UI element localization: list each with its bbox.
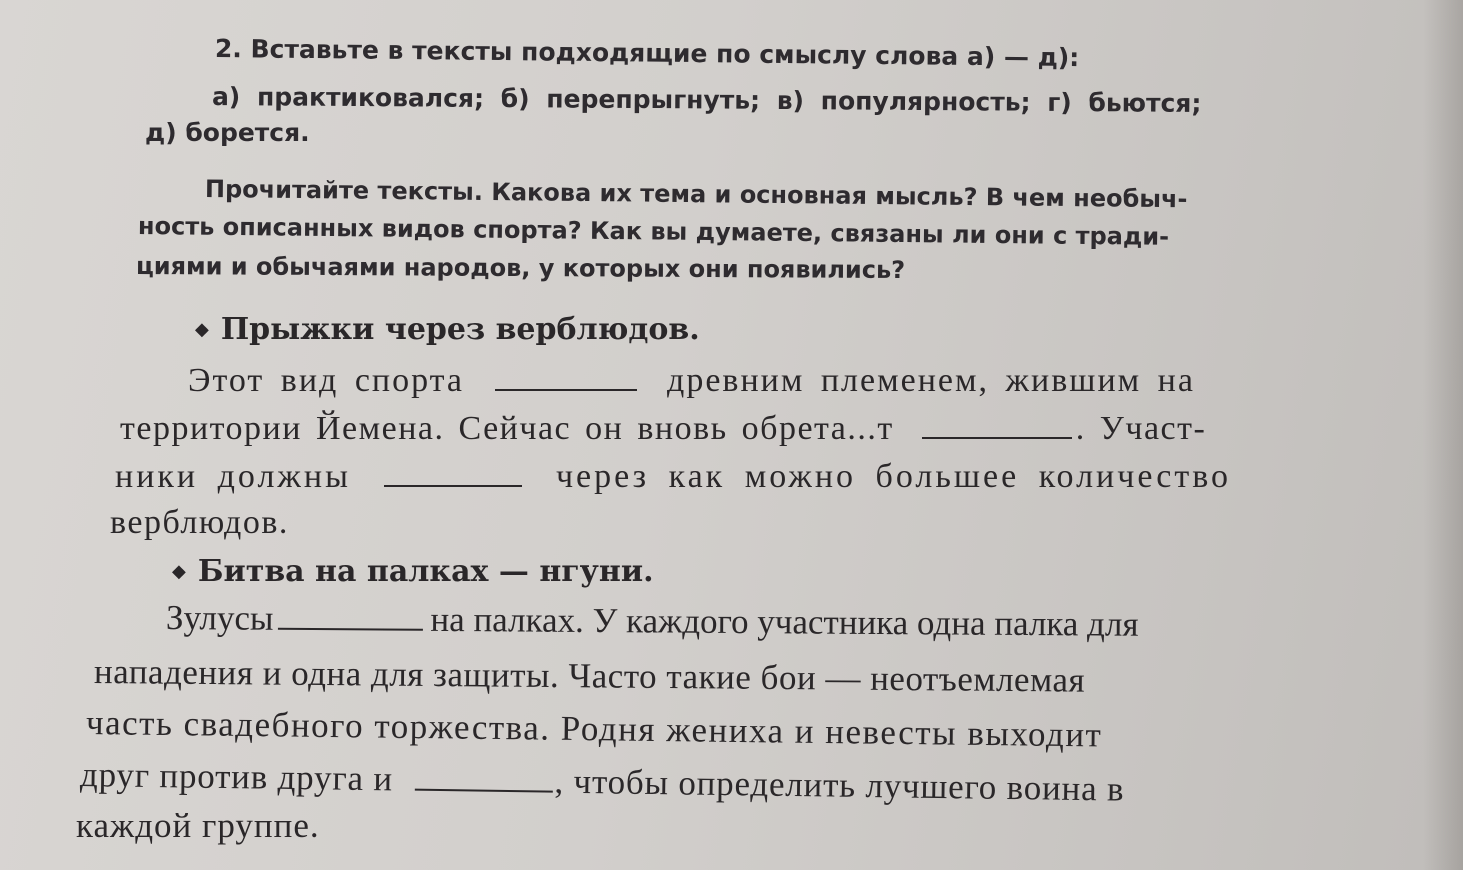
blank-3 <box>384 479 522 487</box>
text1-line-2: территории Йемена. Сейчас он вновь обрета...т . Участ- <box>120 410 1207 447</box>
blank-4 <box>277 622 422 631</box>
questions-line-1: Прочитайте тексты. Какова их тема и основная мысль? В чем необыч- <box>204 175 1188 214</box>
blank-1 <box>495 383 637 391</box>
questions-line-3: циями и обычаями народов, у которых они появились? <box>135 252 906 285</box>
text1-line-3: ники должны через как можно большее количество <box>115 458 1232 495</box>
text2-title: Битва на палках — нгуни. <box>197 554 654 589</box>
blank-2 <box>922 431 1072 439</box>
questions-line-2: ность описанных видов спорта? Как вы думаете, связаны ли они с тради- <box>137 212 1170 251</box>
page-edge-shadow <box>1423 0 1463 870</box>
text2-line-2: нападения и одна для защиты. Часто такие бои — неотъемлемая <box>93 652 1086 700</box>
options-line-2: д) борется. <box>145 118 310 147</box>
text2-line-1: Зулусы на палках. У каждого участника одна палка для <box>165 598 1139 644</box>
text1-title: Прыжки через верблюдов. <box>220 312 700 347</box>
text1-line-1: Этот вид спорта древним племенем, жившим на <box>188 362 1195 399</box>
text2-line-5: каждой группе. <box>76 806 320 845</box>
diamond-bullet-icon: ◆ <box>195 319 209 340</box>
diamond-bullet-icon: ◆ <box>172 561 186 582</box>
options-line-1: а) практиковался; б) перепрыгнуть; в) популярность; г) бьются; <box>211 82 1202 118</box>
text2-line-3: часть свадебного торжества. Родня жениха и невесты выходит <box>85 703 1103 755</box>
text1-title-row <box>195 312 700 347</box>
text2-title-row <box>172 554 654 589</box>
text1-line-4: верблюдов. <box>110 504 289 541</box>
blank-5 <box>414 783 552 793</box>
task-heading: 2. Вставьте в тексты подходящие по смыслу слова а) — д): <box>214 34 1080 73</box>
text2-line-4: друг против друга и , чтобы определить лучшего воина в <box>79 755 1125 809</box>
